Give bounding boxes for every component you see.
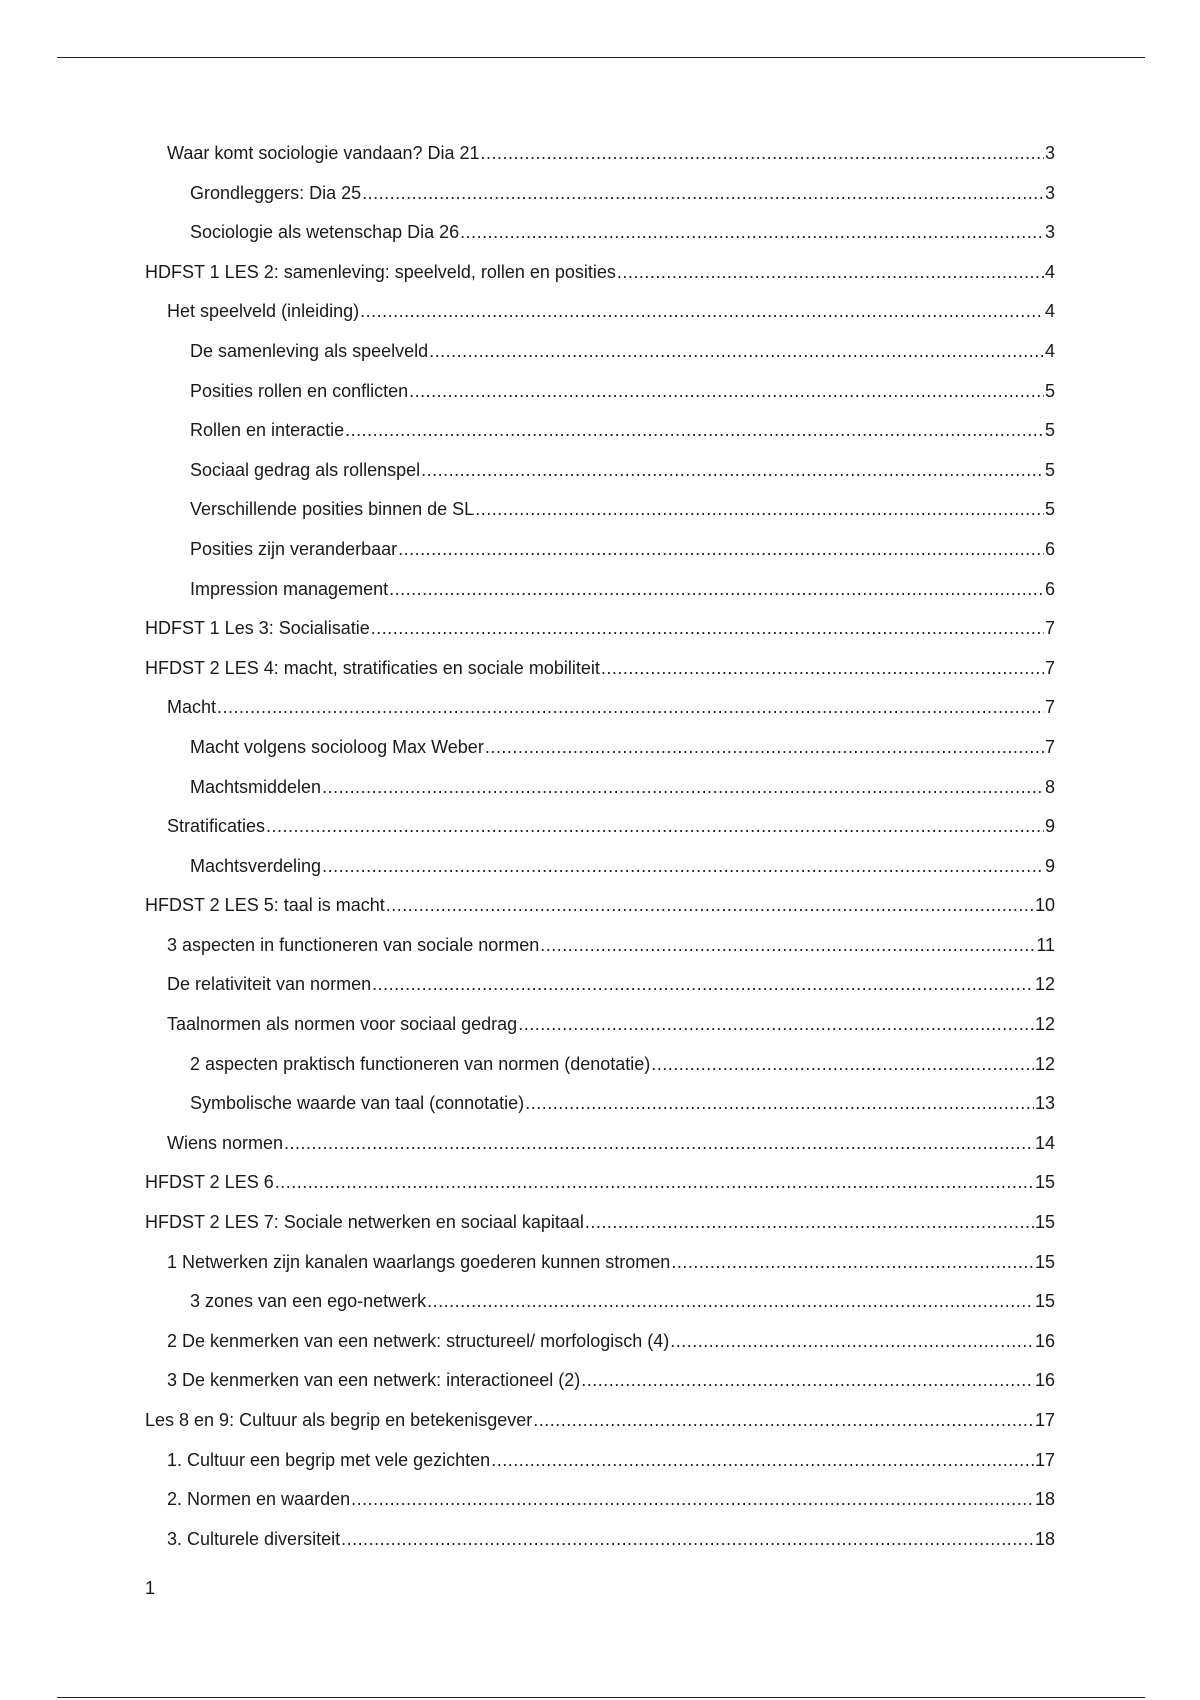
toc-entry-page: 7: [1044, 657, 1055, 678]
toc-entry-page: 16: [1034, 1330, 1055, 1351]
toc-entry[interactable]: [145, 1409, 1055, 1449]
toc-entry-title: HFDST 2 LES 5: taal is macht: [145, 895, 385, 916]
toc-dot-leader: [360, 300, 1044, 322]
toc-dot-leader: [341, 1528, 1034, 1550]
toc-entry-page: 6: [1044, 538, 1055, 559]
toc-entry[interactable]: [145, 1528, 1055, 1568]
table-of-contents: [145, 142, 1055, 1567]
toc-dot-leader: [429, 340, 1044, 362]
toc-dot-leader: [427, 1290, 1034, 1312]
toc-entry[interactable]: [145, 578, 1055, 618]
footer-rule: [57, 1697, 1145, 1698]
toc-entry-title: 1. Cultuur een begrip met vele gezichten: [167, 1449, 491, 1470]
toc-entry-title: De samenleving als speelveld: [190, 340, 429, 361]
toc-entry-title: HFDST 2 LES 6: [145, 1172, 274, 1193]
toc-entry-title: Macht volgens socioloog Max Weber: [190, 736, 484, 757]
toc-entry[interactable]: [145, 815, 1055, 855]
toc-dot-leader: [525, 1092, 1034, 1114]
toc-entry-title: HDFST 1 Les 3: Socialisatie: [145, 618, 370, 639]
toc-dot-leader: [421, 459, 1044, 481]
toc-entry[interactable]: [145, 1132, 1055, 1172]
toc-entry-page: 12: [1034, 974, 1055, 995]
toc-dot-leader: [585, 1211, 1034, 1233]
toc-entry-title: Impression management: [190, 578, 389, 599]
toc-dot-leader: [533, 1409, 1034, 1431]
toc-entry-page: 12: [1034, 1053, 1055, 1074]
toc-entry-page: 7: [1044, 697, 1055, 718]
toc-entry-title: 2. Normen en waarden: [167, 1489, 351, 1510]
toc-entry-title: Het speelveld (inleiding): [167, 301, 360, 322]
toc-entry[interactable]: [145, 459, 1055, 499]
toc-entry-page: 15: [1034, 1251, 1055, 1272]
toc-entry[interactable]: [145, 617, 1055, 657]
header-rule: [57, 57, 1145, 58]
toc-entry-page: 18: [1034, 1528, 1055, 1549]
toc-entry[interactable]: [145, 1053, 1055, 1093]
toc-entry-page: 9: [1044, 855, 1055, 876]
toc-entry-page: 4: [1044, 261, 1055, 282]
toc-entry-page: 9: [1044, 816, 1055, 837]
toc-entry-page: 10: [1034, 895, 1055, 916]
toc-dot-leader: [386, 894, 1034, 916]
toc-entry[interactable]: [145, 855, 1055, 895]
toc-entry-title: 3 De kenmerken van een netwerk: interactioneel (2): [167, 1370, 581, 1391]
toc-entry-page: 5: [1044, 380, 1055, 401]
toc-entry-page: 15: [1034, 1172, 1055, 1193]
toc-dot-leader: [389, 578, 1044, 600]
toc-entry-page: 14: [1034, 1132, 1055, 1153]
toc-entry-page: 7: [1044, 736, 1055, 757]
toc-entry[interactable]: [145, 934, 1055, 974]
toc-dot-leader: [409, 380, 1044, 402]
toc-dot-leader: [372, 973, 1034, 995]
toc-dot-leader: [351, 1488, 1034, 1510]
toc-entry[interactable]: [145, 894, 1055, 934]
toc-dot-leader: [275, 1171, 1034, 1193]
toc-entry-page: 5: [1044, 420, 1055, 441]
toc-entry-title: Taalnormen als normen voor sociaal gedrag: [167, 1014, 518, 1035]
toc-entry-title: Verschillende posities binnen de SL: [190, 499, 475, 520]
toc-entry-page: 8: [1044, 776, 1055, 797]
toc-entry-page: 5: [1044, 459, 1055, 480]
toc-entry-page: 12: [1034, 1014, 1055, 1035]
toc-entry[interactable]: [145, 736, 1055, 776]
toc-entry[interactable]: [145, 1369, 1055, 1409]
toc-entry[interactable]: [145, 380, 1055, 420]
toc-entry[interactable]: [145, 1251, 1055, 1291]
toc-entry-page: 3: [1044, 143, 1055, 163]
toc-entry-title: Rollen en interactie: [190, 420, 345, 441]
toc-entry[interactable]: [145, 498, 1055, 538]
toc-entry-title: Les 8 en 9: Cultuur als begrip en betekenisgever: [145, 1410, 533, 1430]
toc-entry-page: 7: [1044, 618, 1055, 639]
toc-dot-leader: [322, 776, 1044, 798]
toc-entry-title: Stratificaties: [167, 816, 266, 837]
toc-entry-page: 4: [1044, 340, 1055, 361]
toc-entry-title: 3. Culturele diversiteit: [167, 1528, 341, 1549]
toc-entry[interactable]: [145, 776, 1055, 816]
toc-dot-leader: [322, 855, 1044, 877]
toc-entry-page: 11: [1036, 934, 1055, 955]
toc-entry-page: 15: [1034, 1291, 1055, 1312]
toc-entry-page: 16: [1034, 1370, 1055, 1391]
toc-entry-page: 3: [1044, 182, 1055, 203]
toc-entry-title: Macht: [167, 697, 217, 718]
toc-entry-title: Machtsverdeling: [190, 855, 322, 876]
toc-entry-title: HFDST 2 LES 4: macht, stratificaties en sociale mobiliteit: [145, 657, 600, 678]
toc-dot-leader: [671, 1251, 1034, 1273]
toc-entry-title: Symbolische waarde van taal (connotatie): [190, 1093, 525, 1114]
toc-entry-page: 13: [1034, 1093, 1055, 1114]
toc-dot-leader: [345, 419, 1044, 441]
toc-entry-title: 3 zones van een ego-netwerk: [190, 1291, 427, 1312]
toc-dot-leader: [460, 221, 1044, 243]
toc-entry-page: 4: [1044, 301, 1055, 322]
toc-dot-leader: [284, 1132, 1034, 1154]
toc-entry-title: De relativiteit van normen: [167, 974, 372, 995]
toc-dot-leader: [485, 736, 1044, 758]
toc-entry-title: 3 aspecten in functioneren van sociale normen: [167, 934, 540, 955]
toc-entry-title: Waar komt sociologie vandaan? Dia 21: [167, 143, 480, 163]
toc-dot-leader: [540, 934, 1035, 956]
toc-dot-leader: [601, 657, 1044, 679]
toc-entry[interactable]: [145, 538, 1055, 578]
toc-entry-title: HFDST 2 LES 7: Sociale netwerken en sociaal kapitaal: [145, 1212, 584, 1233]
toc-dot-leader: [651, 1053, 1034, 1075]
toc-entry[interactable]: [145, 1171, 1055, 1211]
toc-dot-leader: [217, 696, 1044, 718]
toc-entry[interactable]: [145, 1330, 1055, 1370]
toc-dot-leader: [581, 1369, 1034, 1391]
toc-entry-page: 15: [1034, 1212, 1055, 1233]
toc-entry-page: 6: [1044, 578, 1055, 599]
toc-entry-title: 2 aspecten praktisch functioneren van normen (denotatie): [190, 1053, 651, 1074]
toc-dot-leader: [266, 815, 1044, 837]
toc-entry-title: 2 De kenmerken van een netwerk: structureel/ morfologisch (4): [167, 1330, 670, 1351]
toc-entry[interactable]: [145, 142, 1055, 182]
toc-entry-title: Posities rollen en conflicten: [190, 380, 409, 401]
toc-entry-page: 5: [1044, 499, 1055, 520]
toc-entry-title: Sociologie als wetenschap Dia 26: [190, 222, 460, 243]
toc-entry-page: 18: [1034, 1489, 1055, 1510]
toc-entry-title: HDFST 1 LES 2: samenleving: speelveld, rollen en posities: [145, 261, 616, 282]
toc-entry[interactable]: [145, 1488, 1055, 1528]
toc-dot-leader: [475, 498, 1044, 520]
toc-entry[interactable]: [145, 182, 1055, 222]
toc-entry[interactable]: [145, 221, 1055, 261]
toc-entry[interactable]: [145, 1092, 1055, 1132]
toc-entry[interactable]: [145, 1211, 1055, 1251]
toc-entry[interactable]: [145, 1449, 1055, 1489]
toc-dot-leader: [362, 182, 1044, 204]
toc-entry-title: Posities zijn veranderbaar: [190, 538, 398, 559]
toc-entry-title: Machtsmiddelen: [190, 776, 322, 797]
toc-entry[interactable]: [145, 657, 1055, 697]
toc-entry-page: 17: [1034, 1410, 1055, 1430]
toc-dot-leader: [617, 261, 1044, 283]
toc-entry[interactable]: [145, 419, 1055, 459]
toc-dot-leader: [481, 142, 1044, 164]
toc-entry[interactable]: [145, 340, 1055, 380]
toc-dot-leader: [398, 538, 1044, 560]
toc-entry-title: Wiens normen: [167, 1132, 284, 1153]
toc-dot-leader: [518, 1013, 1034, 1035]
toc-entry[interactable]: [145, 1013, 1055, 1053]
toc-entry-title: 1 Netwerken zijn kanalen waarlangs goederen kunnen stromen: [167, 1251, 671, 1272]
toc-entry-page: 17: [1034, 1449, 1055, 1470]
toc-entry-page: 3: [1044, 222, 1055, 243]
toc-entry[interactable]: [145, 973, 1055, 1013]
toc-entry[interactable]: [145, 300, 1055, 340]
toc-entry[interactable]: [145, 1290, 1055, 1330]
toc-entry[interactable]: [145, 696, 1055, 736]
toc-dot-leader: [491, 1449, 1034, 1471]
toc-dot-leader: [371, 617, 1044, 639]
toc-dot-leader: [670, 1330, 1034, 1352]
toc-entry-title: Grondleggers: Dia 25: [190, 182, 362, 203]
toc-entry[interactable]: [145, 261, 1055, 301]
page-number: 1: [145, 1578, 156, 1598]
toc-entry-title: Sociaal gedrag als rollenspel: [190, 459, 421, 480]
